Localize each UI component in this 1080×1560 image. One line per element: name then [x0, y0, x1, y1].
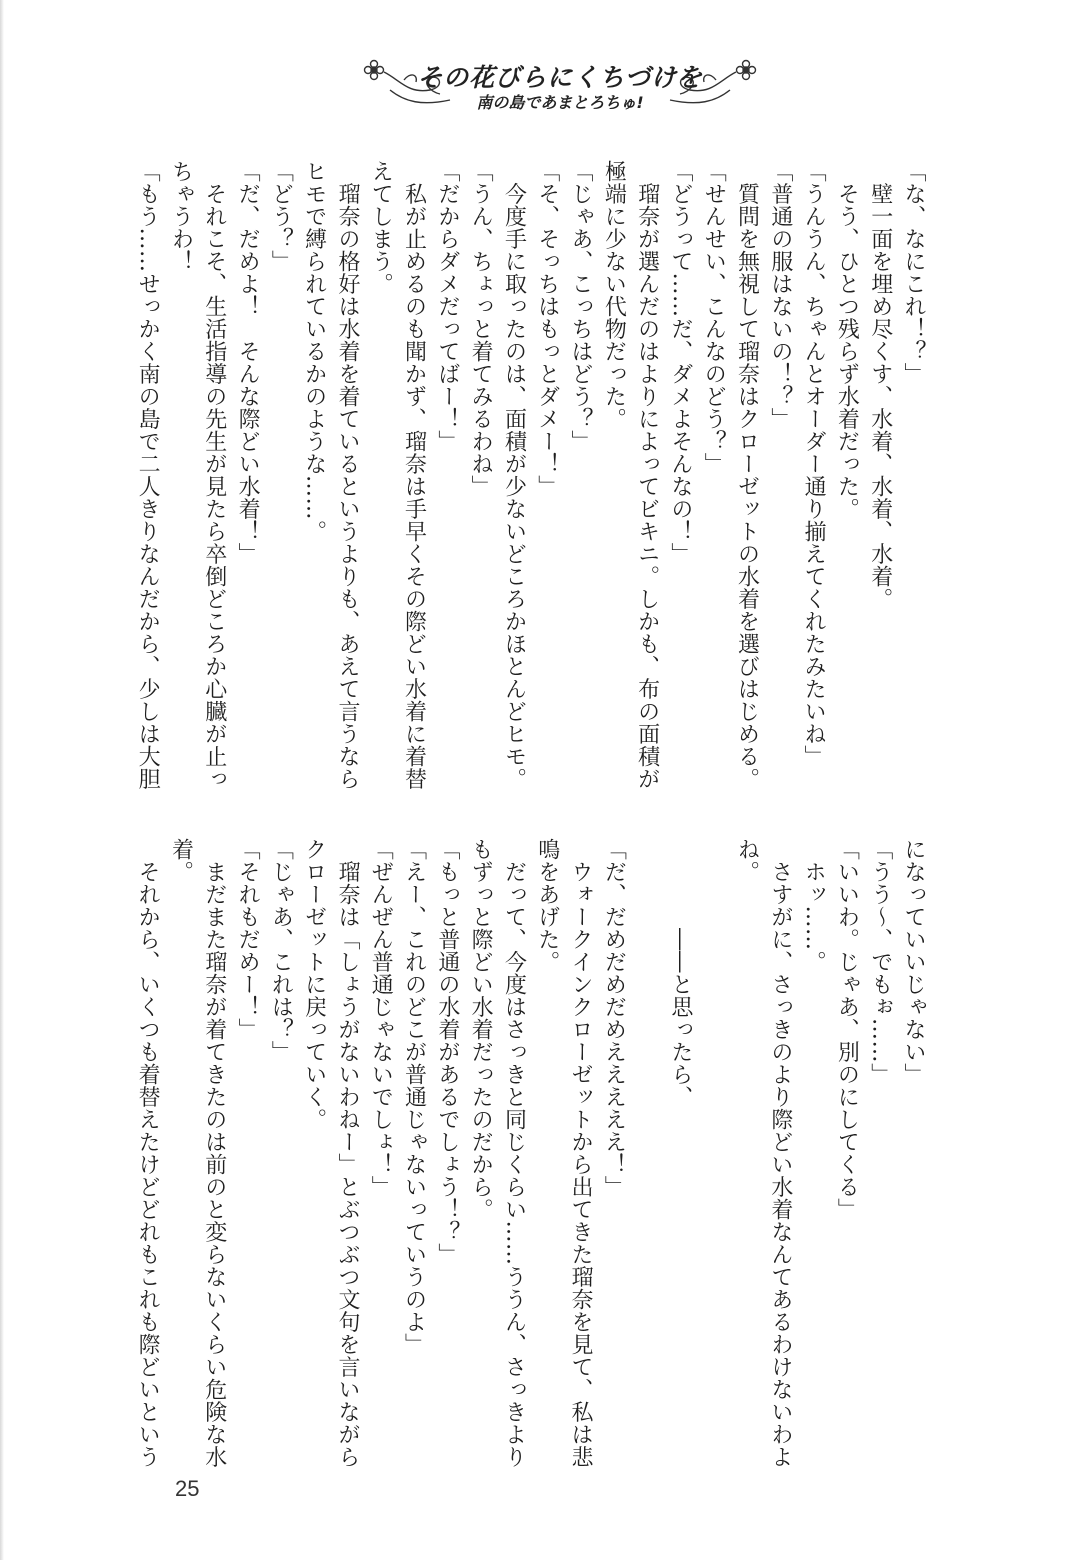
text-line: ね。 [734, 838, 760, 883]
text-line: 壁一面を埋め尽くす、水着、水着、水着。 [867, 160, 893, 610]
book-subtitle: 南の島であまとろちゅ! [476, 93, 644, 112]
text-line: 鳴をあげた。 [534, 838, 560, 973]
text-line: 私が止めるのも聞かず、瑠奈は手早くその際どい水着に着替 [401, 160, 427, 790]
text-line: 「うう～、でもぉ……」 [867, 838, 893, 1086]
text-line: ヒモで縛られているかのような……。 [301, 160, 327, 543]
text-line: 「えー、これのどこが普通じゃないっていうのよ」 [401, 838, 427, 1356]
text-line: クローゼットに戻っていく。 [301, 838, 327, 1131]
text-line: 「もう……せっかく南の島で二人きりなんだから、少しは大胆 [135, 160, 161, 790]
page-number: 25 [175, 1476, 200, 1501]
chapter-header [360, 50, 760, 120]
text-line: 瑠奈が選んだのはよりによってビキニ。しかも、布の面積が [634, 160, 660, 790]
text-line: 「だ、だめだめだめえええええ！」 [601, 838, 627, 1198]
text-line: 「だからダメだってばー！」 [434, 160, 460, 453]
text-line: 「どう？」 [268, 160, 294, 273]
text-line: 「だ、だめよ！ そんな際どい水着！」 [235, 160, 261, 565]
text-line: 瑠奈の格好は水着を着ているというよりも、あえて言うなら [334, 160, 360, 790]
text-line: 「いいわ。じゃあ、別のにしてくる」 [834, 838, 860, 1221]
text-line: 「うんうん、ちゃんとオーダー通り揃えてくれたみたいね」 [801, 160, 827, 768]
text-line: 着。 [168, 838, 194, 883]
text-line [630, 838, 663, 1438]
text-line: 「ぜんぜん普通じゃないでしょ！」 [368, 838, 394, 1198]
text-line: 「じゃあ、これは？」 [268, 838, 294, 1063]
gutter-shadow [0, 0, 4, 1560]
text-line: それから、いくつも着替えたけどどれもこれも際どいという [135, 838, 161, 1468]
text-line: そう、ひとつ残らず水着だった。 [834, 160, 860, 520]
text-line: 今度手に取ったのは、面積が少ないどころかほとんどヒモ。 [501, 160, 527, 790]
text-line: 極端に少ない代物だった。 [601, 160, 627, 430]
text-line: さすがに、さっきのより際どい水着なんてあるわけないわよ [767, 838, 793, 1468]
text-line: 「せんせい、こんなのどう？」 [701, 160, 727, 475]
text-line: 「どうって……だ、ダメよそんなの！」 [667, 160, 693, 565]
book-title: その花びらにくちづけを [417, 63, 703, 92]
text-line: 「な、なにこれ！？」 [901, 160, 926, 385]
text-line: だって、今度はさっきと同じくらい……ううん、さっきより [501, 838, 527, 1468]
text-line: 瑠奈は「しょうがないわねー」とぶつぶつ文句を言いながら [334, 838, 360, 1468]
text-line [697, 838, 730, 1438]
text-line: になっていいじゃない」 [901, 838, 926, 1086]
text-line: 「それもだめー！」 [235, 838, 261, 1041]
text-block-bottom [131, 838, 930, 1468]
text-line: 「じゃあ、こっちはどう？」 [568, 160, 594, 453]
text-line: ウォークインクローゼットから出てきた瑠奈を見て、私は悲 [568, 838, 594, 1468]
text-line: まだまた瑠奈が着てきたのは前のと変らないくらい危険な水 [201, 838, 227, 1468]
text-line: 「そ、そっちはもっとダメー！」 [534, 160, 560, 498]
text-line: 質問を無視して瑠奈はクローゼットの水着を選びはじめる。 [734, 160, 760, 790]
text-line: 「うん、ちょっと着てみるわね」 [468, 160, 494, 498]
text-block-top [131, 160, 930, 790]
text-line: ホッ……。 [801, 838, 827, 973]
text-line: それこそ、生活指導の先生が見たら卒倒どころか心臓が止っ [201, 160, 227, 790]
text-line: 「もっと普通の水着があるでしょう！？」 [434, 838, 460, 1266]
text-line: 「普通の服はないの！？」 [767, 160, 793, 430]
text-line: もずっと際どい水着だったのだから。 [468, 838, 494, 1221]
text-line: ちゃうわ！ [168, 160, 194, 273]
text-line: ――と思ったら、 [667, 838, 693, 1108]
text-line: えてしまう。 [368, 160, 394, 295]
